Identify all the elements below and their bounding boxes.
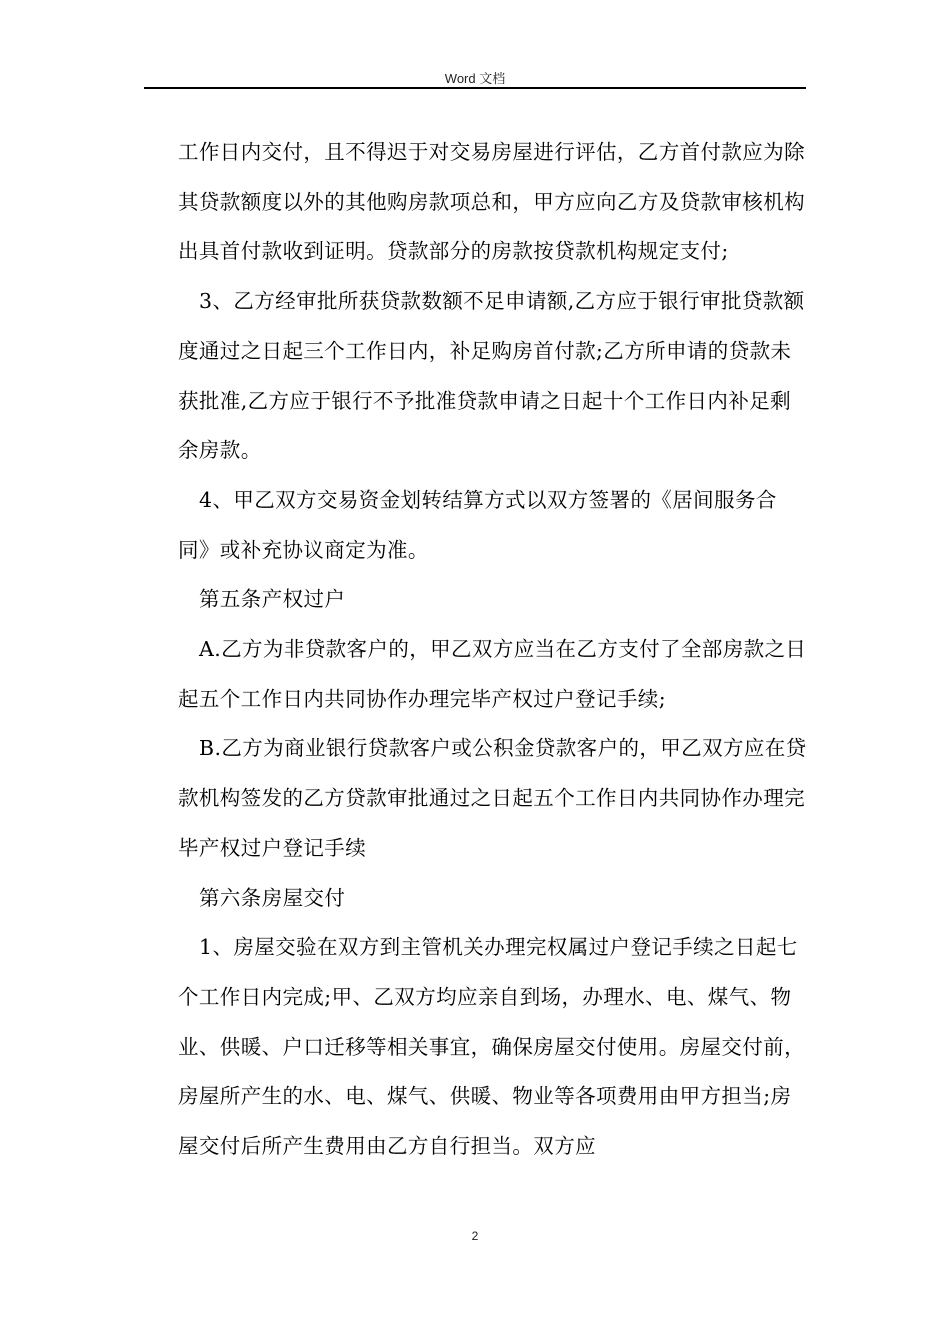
header-divider: [144, 87, 806, 89]
section-heading-article-6: 第六条房屋交付: [199, 885, 346, 910]
document-body: [178, 128, 808, 1172]
paragraph-clause-a: A.乙方为非贷款客户的，甲乙双方应当在乙方支付了全部房款之日起五个工作日内共同协作办理完毕产权过户登记手续;: [178, 637, 807, 711]
page-number: 2: [471, 1229, 479, 1243]
paragraph-clause-3: 3、乙方经审批所获贷款数额不足申请额,乙方应于银行审批贷款额度通过之日起三个工作日内，补足购房首付款;乙方所申请的贷款未获批准,乙方应于银行不予批准贷款申请之日起十个工作日内补足剩余房款。: [178, 289, 805, 463]
paragraph-clause-4: 4、甲乙双方交易资金划转结算方式以双方签署的《居间服务合同》或补充协议商定为准。: [178, 487, 777, 562]
page-header-title: Word 文档: [444, 71, 506, 86]
paragraph-clause-b: B.乙方为商业银行贷款客户或公积金贷款客户的，甲乙双方应在贷款机构签发的乙方贷款审批通过之日起五个工作日内共同协作办理完毕产权过户登记手续: [178, 736, 807, 860]
paragraph-clause-1: 1、房屋交验在双方到主管机关办理完权属过户登记手续之日起七个工作日内完成;甲、乙双方均应亲自到场，办理水、电、煤气、物业、供暖、户口迁移等相关事宜，确保房屋交付使用。房屋交付前，房屋所产生的水、电、煤气、供暖、物业等各项费用由甲方担当;房屋交付后所产生费用由乙方自行担当。双方应: [178, 935, 805, 1159]
paragraph-continuation: 工作日内交付，且不得迟于对交易房屋进行评估，乙方首付款应为除其贷款额度以外的其他购房款项总和，甲方应向乙方及贷款审核机构出具首付款收到证明。贷款部分的房款按贷款机构规定支付;: [178, 140, 805, 264]
section-heading-article-5: 第五条产权过户: [199, 587, 346, 612]
